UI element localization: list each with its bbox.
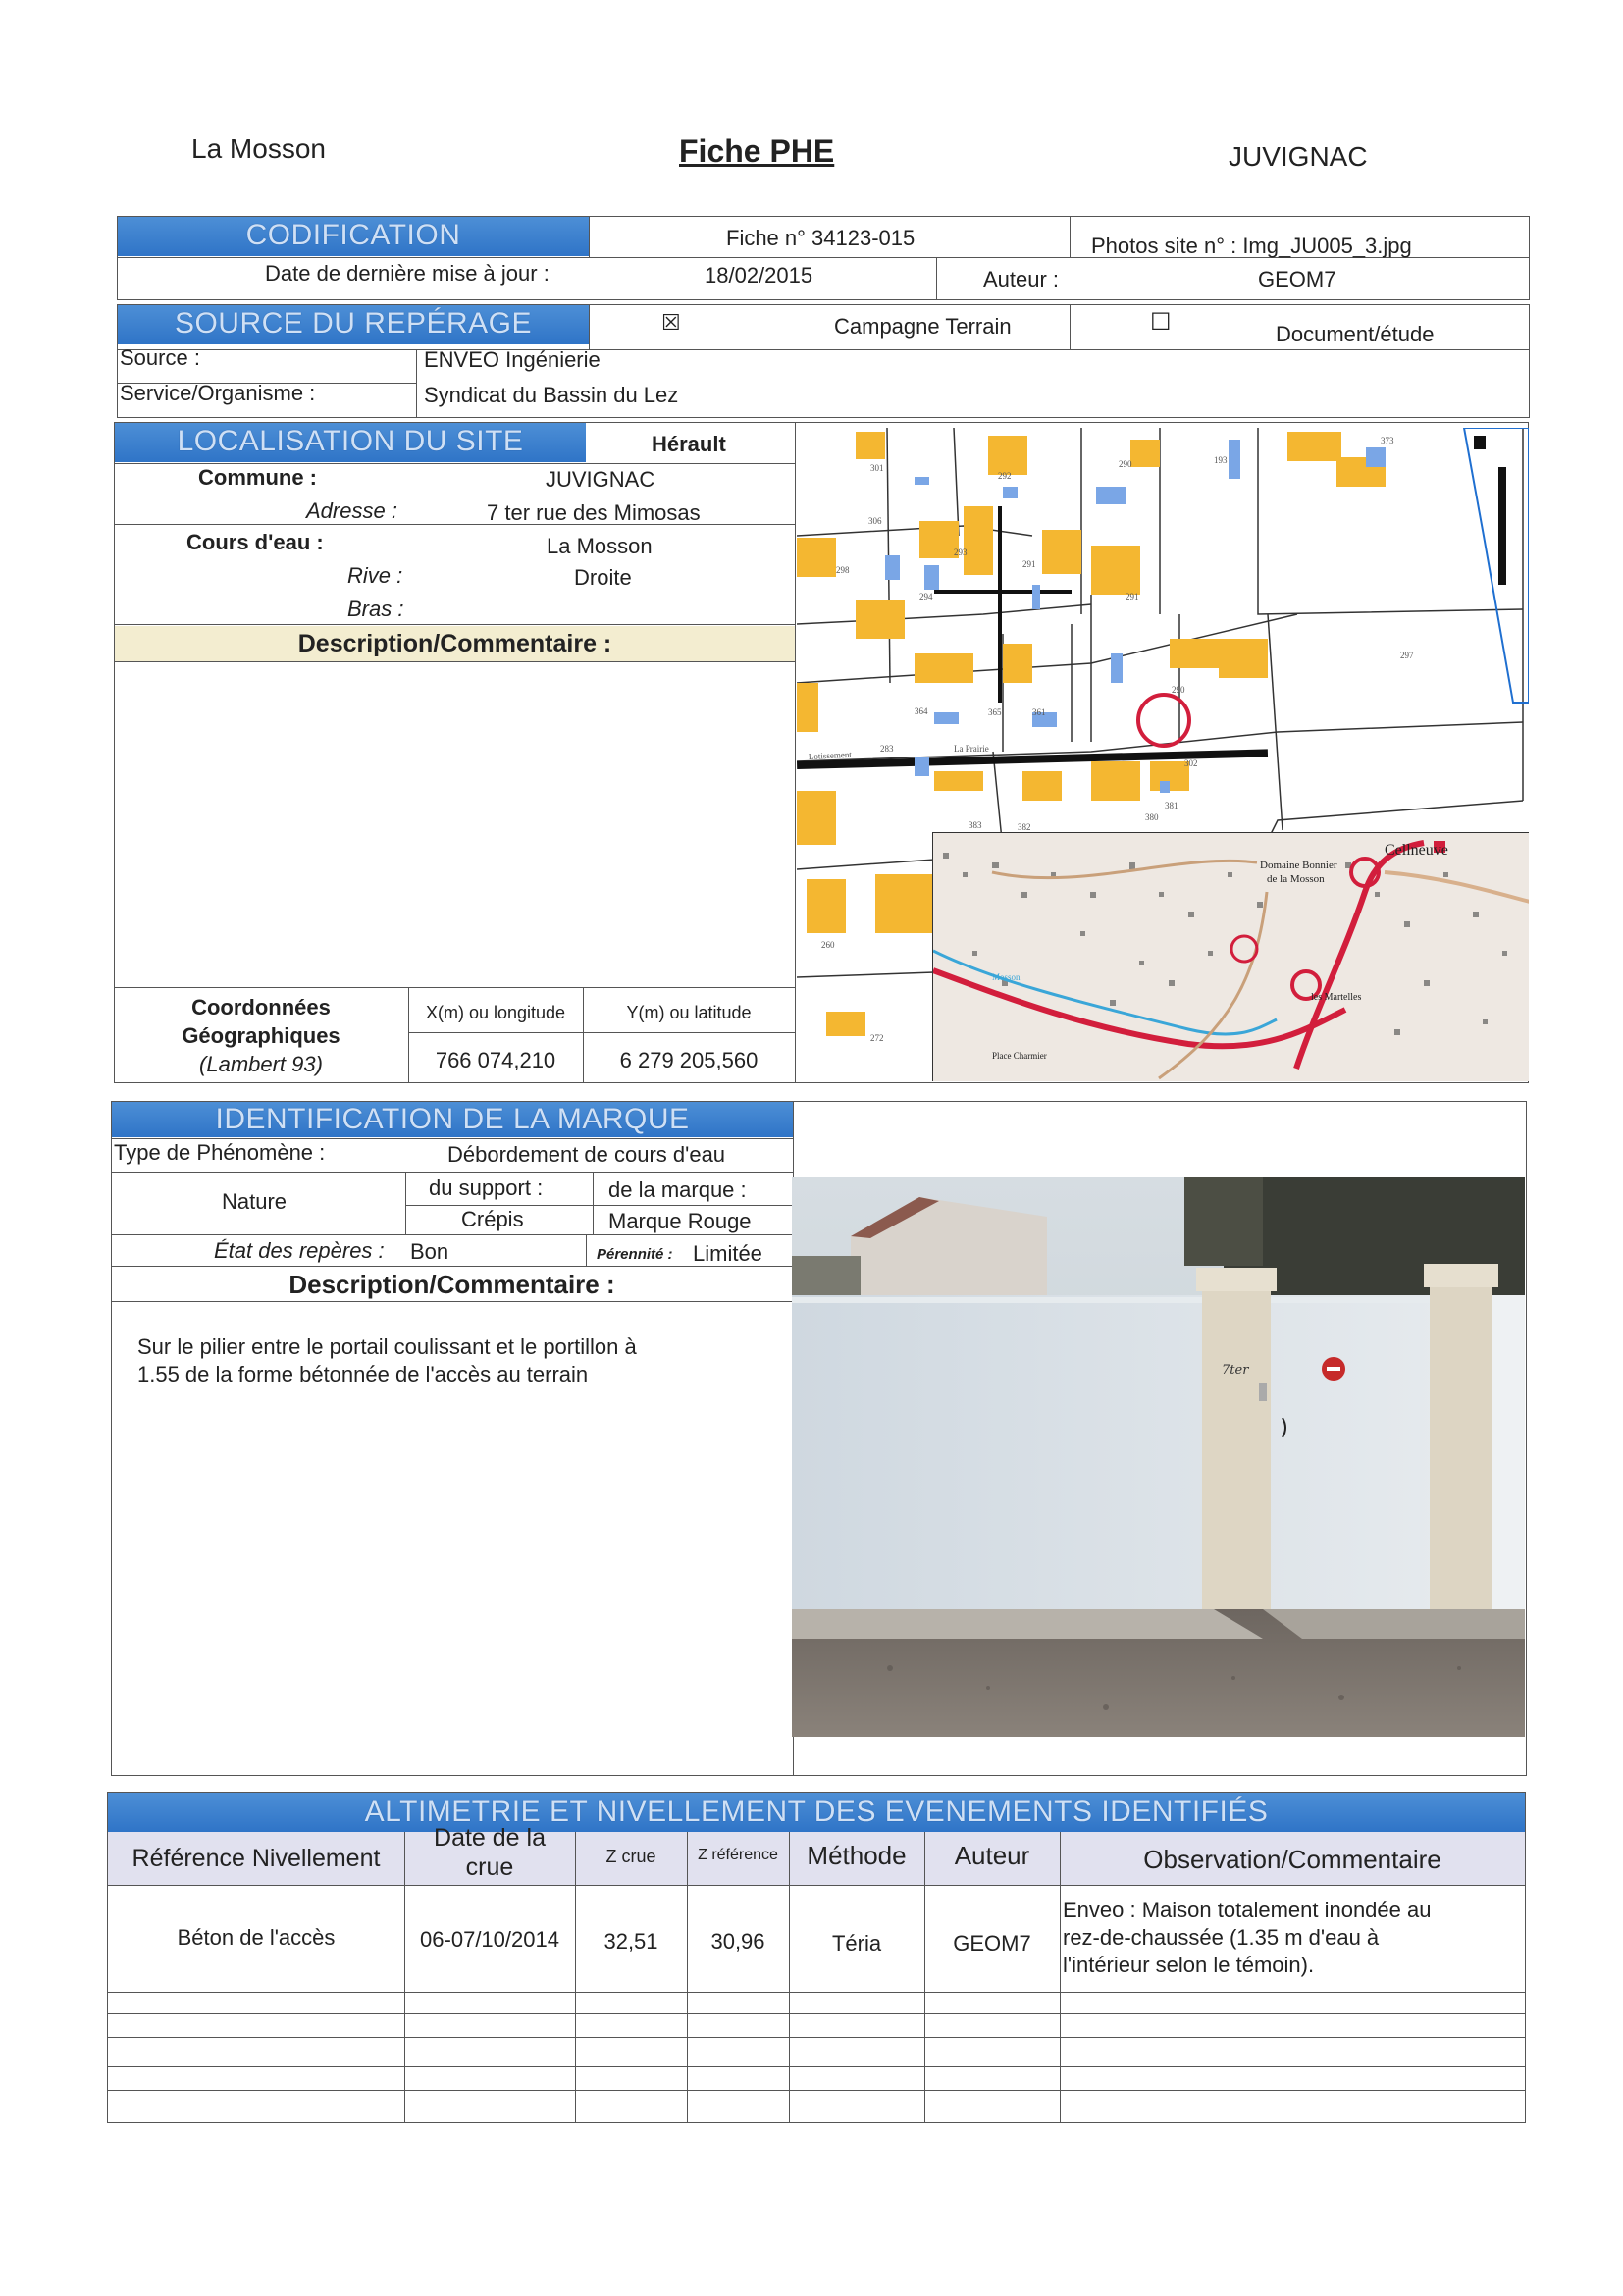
auteur-label: Auteur : bbox=[983, 267, 1060, 291]
cell-observation-line-2: rez-de-chaussée (1.35 m d'eau à bbox=[1063, 1925, 1380, 1950]
col-auteur: Auteur bbox=[954, 1841, 1030, 1870]
parcel-label: 302 bbox=[1184, 758, 1198, 768]
coord-label-1: Coordonnées bbox=[191, 995, 331, 1019]
cell-auteur: GEOM7 bbox=[953, 1931, 1031, 1956]
update-date-value: 18/02/2015 bbox=[705, 263, 813, 287]
x-value: 766 074,210 bbox=[435, 1048, 556, 1072]
col-date: Date de la crue bbox=[434, 1824, 546, 1881]
bras-label: Bras : bbox=[347, 597, 404, 621]
parcel-label: 260 bbox=[821, 940, 835, 950]
y-label: Y(m) ou latitude bbox=[626, 1003, 752, 1022]
parcel-label: 290 bbox=[1172, 685, 1185, 695]
auteur-value: GEOM7 bbox=[1258, 267, 1336, 291]
inset-label: Domaine Bonnier bbox=[1260, 860, 1337, 871]
identification-desc-line-1: Sur le pilier entre le portail coulissant et le portillon à bbox=[137, 1334, 637, 1359]
parcel-label: 380 bbox=[1145, 812, 1159, 822]
cell-reference: Béton de l'accès bbox=[177, 1925, 336, 1950]
etat-reperes-label: État des repères : bbox=[214, 1238, 385, 1263]
street-label: Lotissement bbox=[808, 749, 853, 761]
cadastral-map bbox=[797, 428, 1529, 1081]
parcel-label: 364 bbox=[915, 706, 928, 716]
source-label: Source : bbox=[120, 345, 200, 370]
identification-desc-line-2: 1.55 de la forme bétonnée de l'accès au terrain bbox=[137, 1362, 589, 1386]
header-river: La Mosson bbox=[191, 133, 326, 164]
cell-observation-line-1: Enveo : Maison totalement inondée au bbox=[1063, 1898, 1432, 1922]
inset-label: Mosson bbox=[992, 972, 1021, 982]
service-label: Service/Organisme : bbox=[120, 381, 316, 405]
x-label: X(m) ou longitude bbox=[425, 1003, 566, 1022]
adresse-value: 7 ter rue des Mimosas bbox=[487, 500, 701, 525]
page-title: Fiche PHE bbox=[679, 133, 835, 169]
parcel-label: 383 bbox=[969, 820, 982, 830]
site-photo bbox=[792, 1177, 1525, 1737]
etat-reperes-value: Bon bbox=[410, 1239, 449, 1264]
parcel-label: 291 bbox=[1126, 592, 1139, 601]
inset-label: Cellneuve bbox=[1385, 842, 1448, 859]
campagne-terrain-label: Campagne Terrain bbox=[834, 314, 1012, 339]
parcel-label: 294 bbox=[919, 592, 933, 601]
adresse-label: Adresse : bbox=[306, 498, 397, 523]
fiche-number: Fiche n° 34123-015 bbox=[726, 226, 916, 250]
parcel-label: 298 bbox=[836, 565, 850, 575]
header-commune: JUVIGNAC bbox=[1229, 141, 1368, 172]
street-label: La Prairie bbox=[954, 744, 989, 754]
altimetrie-banner: ALTIMETRIE ET NIVELLEMENT DES EVENEMENTS IDENTIFIÉS bbox=[108, 1793, 1525, 1832]
parcel-label: 283 bbox=[880, 744, 894, 754]
parcel-label: 381 bbox=[1165, 801, 1178, 810]
col-reference: Référence Nivellement bbox=[131, 1845, 381, 1872]
commune-label: Commune : bbox=[198, 465, 317, 490]
parcel-label: 272 bbox=[870, 1033, 884, 1043]
document-etude-label: Document/étude bbox=[1276, 322, 1435, 346]
cours-eau-label: Cours d'eau : bbox=[186, 530, 324, 554]
parcel-label: 382 bbox=[1018, 822, 1031, 832]
cours-eau-value: La Mosson bbox=[547, 534, 653, 558]
parcel-label: 373 bbox=[1381, 436, 1394, 445]
marque-label: de la marque : bbox=[608, 1177, 747, 1202]
inset-label: Place Charmier bbox=[992, 1051, 1047, 1061]
cell-z-reference: 30,96 bbox=[710, 1929, 765, 1954]
parcel-label: 306 bbox=[868, 516, 882, 526]
house-number: 7ter bbox=[1222, 1363, 1249, 1378]
topographic-inset-map bbox=[932, 832, 1529, 1081]
coord-label-2: Géographiques bbox=[182, 1023, 340, 1048]
y-value: 6 279 205,560 bbox=[619, 1048, 759, 1072]
source-value: ENVEO Ingénierie bbox=[424, 347, 601, 372]
parcel-label: 291 bbox=[1022, 559, 1036, 569]
service-value: Syndicat du Bassin du Lez bbox=[424, 383, 679, 407]
cell-methode: Téria bbox=[831, 1931, 882, 1956]
parcel-label: 301 bbox=[870, 463, 884, 473]
inset-label: de la Mosson bbox=[1267, 873, 1325, 885]
marque-value: Marque Rouge bbox=[608, 1209, 752, 1233]
identification-desc-header: Description/Commentaire : bbox=[288, 1270, 615, 1299]
parcel-label: 292 bbox=[998, 471, 1012, 481]
parcel-label: 297 bbox=[1400, 651, 1414, 660]
localisation-desc-header: Description/Commentaire : bbox=[115, 626, 795, 661]
parcel-label: 293 bbox=[954, 548, 968, 557]
campagne-terrain-checkbox[interactable]: ☒ bbox=[661, 310, 681, 335]
support-value: Crépis bbox=[461, 1207, 524, 1231]
col-observation: Observation/Commentaire bbox=[1143, 1845, 1441, 1874]
cell-observation-line-3: l'intérieur selon le témoin). bbox=[1063, 1953, 1315, 1977]
support-label: du support : bbox=[429, 1175, 544, 1200]
type-phenomene-label: Type de Phénomène : bbox=[114, 1140, 326, 1165]
type-phenomene-value: Débordement de cours d'eau bbox=[447, 1142, 726, 1167]
cell-date: 06-07/10/2014 bbox=[420, 1927, 559, 1952]
commune-value: JUVIGNAC bbox=[546, 467, 655, 492]
cell-z-crue: 32,51 bbox=[603, 1929, 658, 1954]
nature-label: Nature bbox=[222, 1189, 288, 1214]
source-banner: SOURCE DU REPÉRAGE bbox=[118, 305, 589, 344]
photos-site: Photos site n° : Img_JU005_3.jpg bbox=[1091, 234, 1412, 258]
localisation-banner: LOCALISATION DU SITE bbox=[115, 423, 586, 462]
parcel-label: 290 bbox=[1119, 459, 1132, 469]
col-z-reference: Z référence bbox=[698, 1847, 778, 1863]
document-etude-checkbox[interactable]: ☐ bbox=[1150, 309, 1172, 336]
departement: Hérault bbox=[652, 432, 726, 456]
col-z-crue: Z crue bbox=[605, 1847, 656, 1866]
parcel-label: 361 bbox=[1032, 707, 1046, 717]
parcel-label: 193 bbox=[1214, 455, 1228, 465]
coord-label-3: (Lambert 93) bbox=[199, 1052, 323, 1076]
update-date-label: Date de dernière mise à jour : bbox=[265, 261, 550, 286]
codification-banner: CODIFICATION bbox=[118, 217, 589, 256]
rive-value: Droite bbox=[574, 565, 632, 590]
col-methode: Méthode bbox=[807, 1841, 907, 1870]
rive-label: Rive : bbox=[347, 563, 403, 588]
inset-label: les Martelles bbox=[1311, 992, 1362, 1003]
perennite-label: Pérennité : bbox=[597, 1246, 673, 1263]
parcel-label: 365 bbox=[988, 707, 1002, 717]
identification-banner: IDENTIFICATION DE LA MARQUE bbox=[112, 1102, 793, 1137]
perennite-value: Limitée bbox=[693, 1241, 762, 1266]
